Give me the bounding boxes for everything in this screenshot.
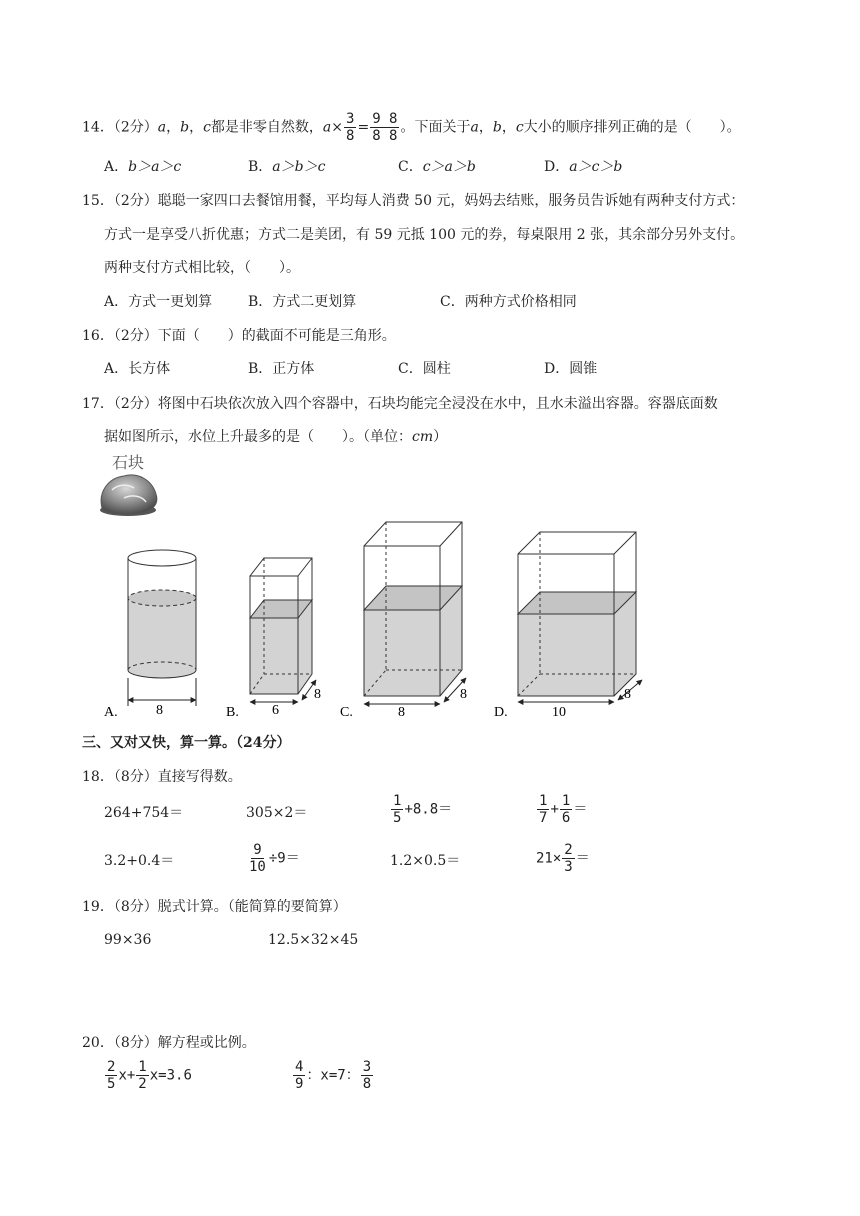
container-d-width: 10 [552, 705, 566, 720]
q18-problem-8: 21× $\frac{2}{3}$ ＝ [536, 842, 590, 875]
q14-option-a[interactable]: A．b＞a＞c [104, 159, 182, 175]
q15-option-b[interactable]: B．方式二更划算 [248, 294, 357, 310]
container-c-width: 8 [398, 705, 405, 720]
q16-option-b[interactable]: B．正方体 [248, 361, 315, 377]
container-b-letter: B. [226, 705, 239, 720]
q19-problem-2: 12.5×32×45 [268, 932, 359, 948]
q18-problem-7: 1.2×0.5＝ [390, 853, 461, 869]
q16-option-a[interactable]: A．长方体 [104, 361, 171, 377]
q15-option-a[interactable]: A．方式一更划算 [104, 294, 213, 310]
question-14: 14．（2分）a，b，c都是非零自然数，a× $\frac{3}{8}$ = $\frac{9 8}{8 8}$ 。下面关于a，b，c大小的顺序排列正确的是（ ）。 [82, 111, 741, 144]
q20-equation-1: $\frac{2}{5}$ x+ $\frac{1}{2}$ x=3.6 [107, 1059, 192, 1092]
section-3-heading: 三、又对又快，算一算。（24分） [82, 735, 291, 751]
q18-problem-4: $\frac{1}{7}$ + $\frac{1}{6}$ ＝ [539, 793, 588, 826]
q18-problem-5: 3.2+0.4＝ [104, 853, 175, 869]
q17-figure [0, 448, 860, 728]
stone-icon [100, 475, 157, 516]
q16-option-d[interactable]: D．圆锥 [544, 361, 598, 377]
stone-label: 石块 [112, 455, 145, 472]
q19-problem-1: 99×36 [104, 932, 152, 948]
q18-problem-2: 305×2＝ [246, 805, 308, 821]
q14-option-b[interactable]: B．a＞b＞c [248, 159, 326, 175]
q14-option-c[interactable]: C．c＞a＞b [398, 159, 476, 175]
q18-problem-6: $\frac{9}{10}$ ÷9＝ [249, 842, 300, 875]
q20-equation-2: $\frac{4}{9}$ ：x=7： $\frac{3}{8}$ [295, 1059, 372, 1092]
container-c-box [364, 522, 466, 704]
question-18-line1: 18．（8分）直接写得数。 [82, 769, 242, 785]
question-15-line2: 方式一是享受八折优惠；方式二是美团，有 59 元抵 100 元的券，每桌限用 2 张，其余部分另外支付。 [104, 227, 745, 243]
container-a-letter: A. [104, 705, 118, 720]
question-19-line1: 19．（8分）脱式计算。（能简算的要简算） [82, 899, 347, 915]
container-d-letter: D. [494, 705, 508, 720]
q18-problem-3: $\frac{1}{5}$ +8.8＝ [393, 793, 453, 826]
container-a-dim: 8 [156, 703, 163, 718]
q15-option-c[interactable]: C．两种方式价格相同 [440, 294, 577, 310]
container-d-depth: 8 [624, 687, 631, 702]
question-20-line1: 20．（8分）解方程或比例。 [82, 1035, 256, 1051]
question-15-line1: 15．（2分）聪聪一家四口去餐馆用餐，平均每人消费 50 元，妈妈去结账，服务员告诉她有两种支付方式： [82, 193, 745, 209]
container-c-depth: 8 [460, 687, 467, 702]
question-16-line1: 16．（2分）下面（ ）的截面不可能是三角形。 [82, 328, 396, 344]
question-15-line3: 两种支付方式相比较，（ ）。 [104, 260, 300, 276]
fraction: $\frac{3}{8}$ [346, 111, 355, 144]
q18-problem-1: 264+754＝ [104, 805, 184, 821]
container-b-width: 6 [272, 703, 279, 718]
container-b-box [250, 558, 316, 702]
q14-option-d[interactable]: D．a＞c＞b [544, 159, 623, 175]
fraction: $\frac{9 8}{8 8}$ [372, 111, 398, 144]
question-17-line1: 17．（2分）将图中石块依次放入四个容器中，石块均能完全浸没在水中，且水未溢出容器。容器底面数 [82, 396, 718, 412]
q16-option-c[interactable]: C．圆柱 [398, 361, 451, 377]
question-17-line2: 据如图所示，水位上升最多的是（ ）。（单位：cm） [104, 429, 448, 445]
container-b-depth: 8 [314, 687, 321, 702]
container-a-cylinder [128, 550, 196, 706]
container-c-letter: C. [340, 705, 353, 720]
container-d-box [518, 532, 642, 702]
